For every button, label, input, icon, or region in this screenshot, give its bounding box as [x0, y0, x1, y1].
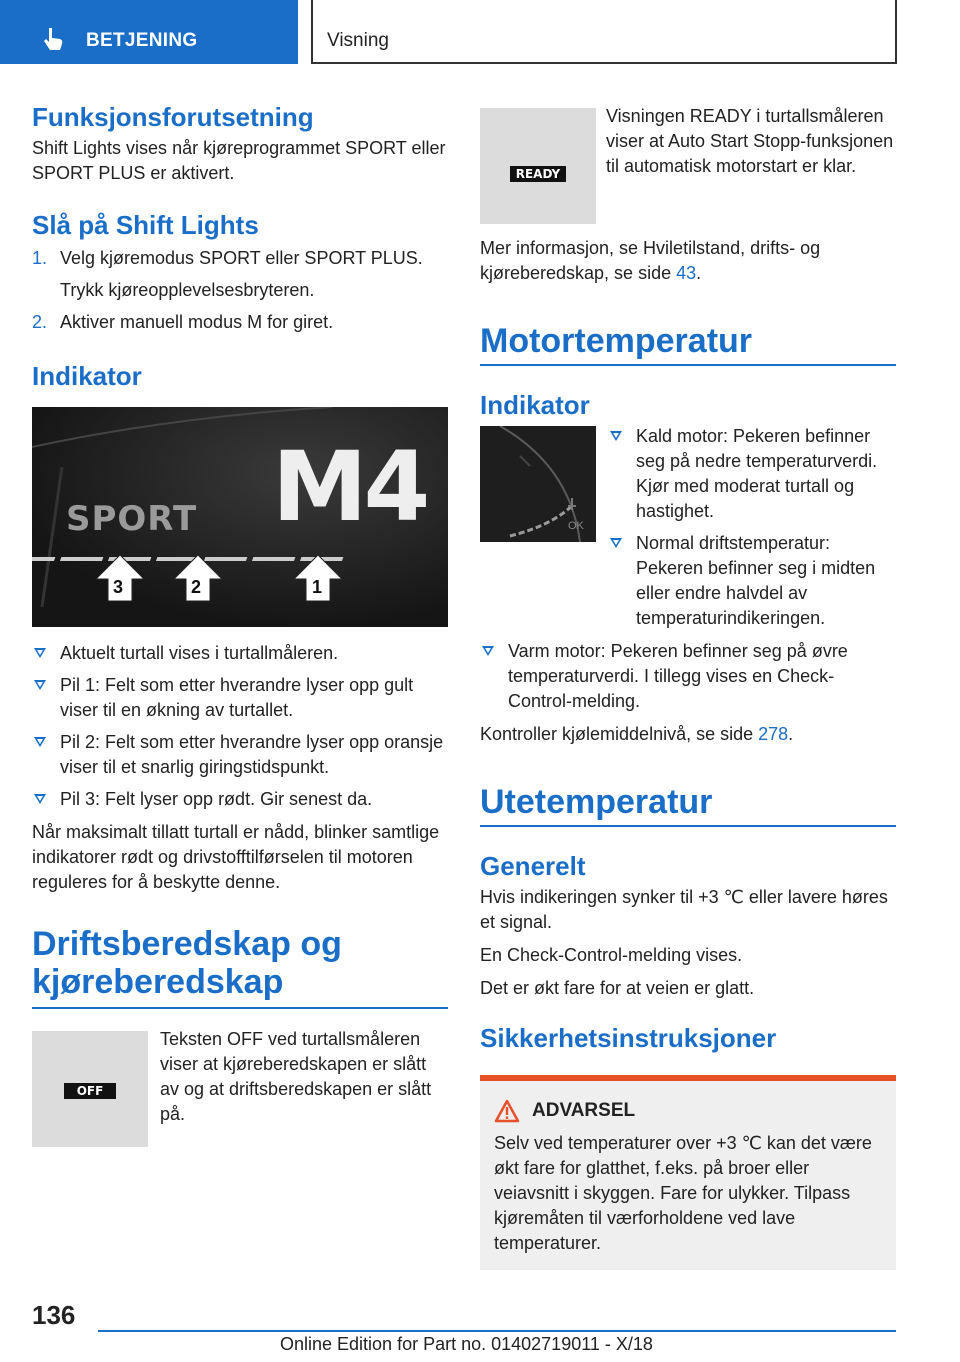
text-mer-informasjon	[480, 236, 896, 286]
list-number: 2.	[32, 312, 48, 332]
warning-header	[494, 1099, 886, 1123]
temperature-gauge-image	[480, 426, 596, 542]
bullet-text: Kald motor: Pekeren befinner seg på nedre temperaturverdi. Kjør med moderat turtall og hastighet.	[636, 426, 878, 521]
arrow-label-2: 2	[191, 577, 202, 597]
warning-text: Selv ved temperaturer over +3 ℃ kan det være økt fare for glatthet, f.eks. på broer eller veiavsnitt i skyggen. Fare for ulykker. Tilpass kjøremåten til værforholdene ved lave temperaturer.	[494, 1133, 872, 1253]
section-tab-label: BETJENING	[86, 30, 198, 51]
bullet-text: Pil 3: Felt lyser opp rødt. Gir senest da.	[60, 789, 373, 809]
heading-driftsberedskap-block	[32, 925, 448, 1009]
text-off: Teksten OFF ved turtallsmåleren viser at kjøreberedskapen er slått av og at driftsberedskapen er slått på.	[160, 1029, 432, 1124]
temp-ok-label: OK	[568, 520, 584, 532]
warning-box	[480, 1075, 896, 1270]
arrow-label-1: 1	[312, 577, 323, 597]
list-item	[32, 246, 448, 303]
heading-driftsberedskap: Driftsberedskap og kjøreberedskap	[32, 925, 342, 1001]
page-link-43[interactable]: 43	[676, 263, 697, 283]
bullet-item	[480, 639, 896, 714]
ready-badge: READY	[510, 166, 566, 182]
warning-title: ADVARSEL	[532, 1100, 636, 1121]
text-segment: Kontroller kjølemiddelnivå, se side	[480, 724, 759, 744]
warning-triangle-icon	[494, 1099, 520, 1123]
heading-sikkerhet: Sikkerhetsinstruksjoner	[480, 1023, 777, 1053]
section-tab[interactable]	[0, 0, 298, 64]
heading-funksjonsforutsetning: Funksjonsforutsetning	[32, 102, 314, 132]
list-number: 1.	[32, 248, 48, 268]
bullet-text: Pil 1: Felt som etter hverandre lyser opp gult viser til en økning av turtallet.	[60, 675, 414, 720]
bullet-triangle-icon	[610, 431, 622, 441]
list-item	[32, 310, 448, 335]
text-fare: Det er økt fare for at veien er glatt.	[480, 978, 755, 998]
off-badge: OFF	[64, 1083, 116, 1099]
footer-edition: Online Edition for Part no. 01402719011 - X/18	[280, 1334, 653, 1354]
bullet-triangle-icon	[34, 680, 46, 690]
heading-indikator-motor: Indikator	[480, 390, 590, 420]
text-funksjonsforutsetning: Shift Lights vises når kjøreprogrammet SPORT eller SPORT PLUS er aktivert.	[32, 138, 446, 183]
text-generelt: Hvis indikeringen synker til +3 ℃ eller lavere høres et signal.	[480, 887, 888, 932]
bullet-item	[608, 424, 896, 524]
list-text: Aktiver manuell modus M for giret.	[60, 312, 334, 332]
bullet-triangle-icon	[34, 648, 46, 658]
text-segment: .	[696, 263, 702, 283]
page-link-278[interactable]: 278	[758, 724, 789, 744]
left-column	[32, 100, 448, 1147]
bullet-triangle-icon	[610, 538, 622, 548]
text-check-control: En Check-Control-melding vises.	[480, 945, 743, 965]
heading-motortemperatur-block	[480, 322, 896, 366]
bullet-triangle-icon	[34, 794, 46, 804]
heading-slaa-paa: Slå på Shift Lights	[32, 210, 259, 240]
shift-lights-image	[32, 407, 448, 627]
heading-indikator: Indikator	[32, 361, 142, 391]
heading-generelt: Generelt	[480, 851, 586, 881]
footer-divider	[98, 1330, 896, 1332]
list-subtext: Trykk kjøreopplevelsesbryteren.	[60, 280, 315, 300]
bullet-item	[32, 641, 448, 666]
off-indicator-image	[32, 1031, 148, 1147]
gear-indicator: M4	[272, 431, 427, 543]
bullet-triangle-icon	[34, 737, 46, 747]
heading-utetemperatur-block	[480, 783, 896, 827]
page-number: 136	[32, 1300, 76, 1330]
bullet-text: Aktuelt turtall vises i turtallmåleren.	[60, 643, 339, 663]
right-column	[480, 100, 896, 1270]
subsection-label: Visning	[327, 30, 389, 51]
text-maks-turtall: Når maksimalt tillatt turtall er nådd, blinker samtlige indikatorer rødt og drivstofftilførselen til motoren reguleres for å beskytte denne.	[32, 822, 440, 892]
text-kontroller	[480, 722, 896, 747]
heading-motortemperatur: Motortemperatur	[480, 322, 753, 360]
list-text: Velg kjøremodus SPORT eller SPORT PLUS.	[60, 248, 423, 268]
bullet-item	[32, 730, 448, 780]
bullet-text: Pil 2: Felt som etter hverandre lyser opp oransje viser til et snarlig giringstidspunkt.	[60, 732, 444, 777]
bullet-text: Varm motor: Pekeren befinner seg på øvre temperaturverdi. I tillegg vises en Check-Control-melding.	[508, 641, 848, 711]
drive-mode-label: SPORT	[66, 499, 198, 539]
hand-pointer-icon	[40, 26, 66, 52]
text-segment: Mer informasjon, se Hviletilstand, drifts- og kjøreberedskap, se side	[480, 238, 821, 283]
bullet-text: Normal driftstemperatur: Pekeren befinner seg i midten eller endre halvdel av temperaturindikeringen.	[636, 533, 876, 628]
heading-utetemperatur: Utetemperatur	[480, 783, 713, 821]
bullet-triangle-icon	[482, 646, 494, 656]
arrow-label-3: 3	[113, 577, 124, 597]
text-ready: Visningen READY i turtallsmåleren viser at Auto Start Stopp-funksjonen til automatisk motorstart er klar.	[606, 106, 894, 176]
subsection-header	[311, 0, 897, 64]
bullet-item	[32, 673, 448, 723]
text-segment: .	[788, 724, 794, 744]
ready-indicator-image	[480, 108, 596, 224]
bullet-item	[608, 531, 896, 631]
bullet-item	[32, 787, 448, 812]
